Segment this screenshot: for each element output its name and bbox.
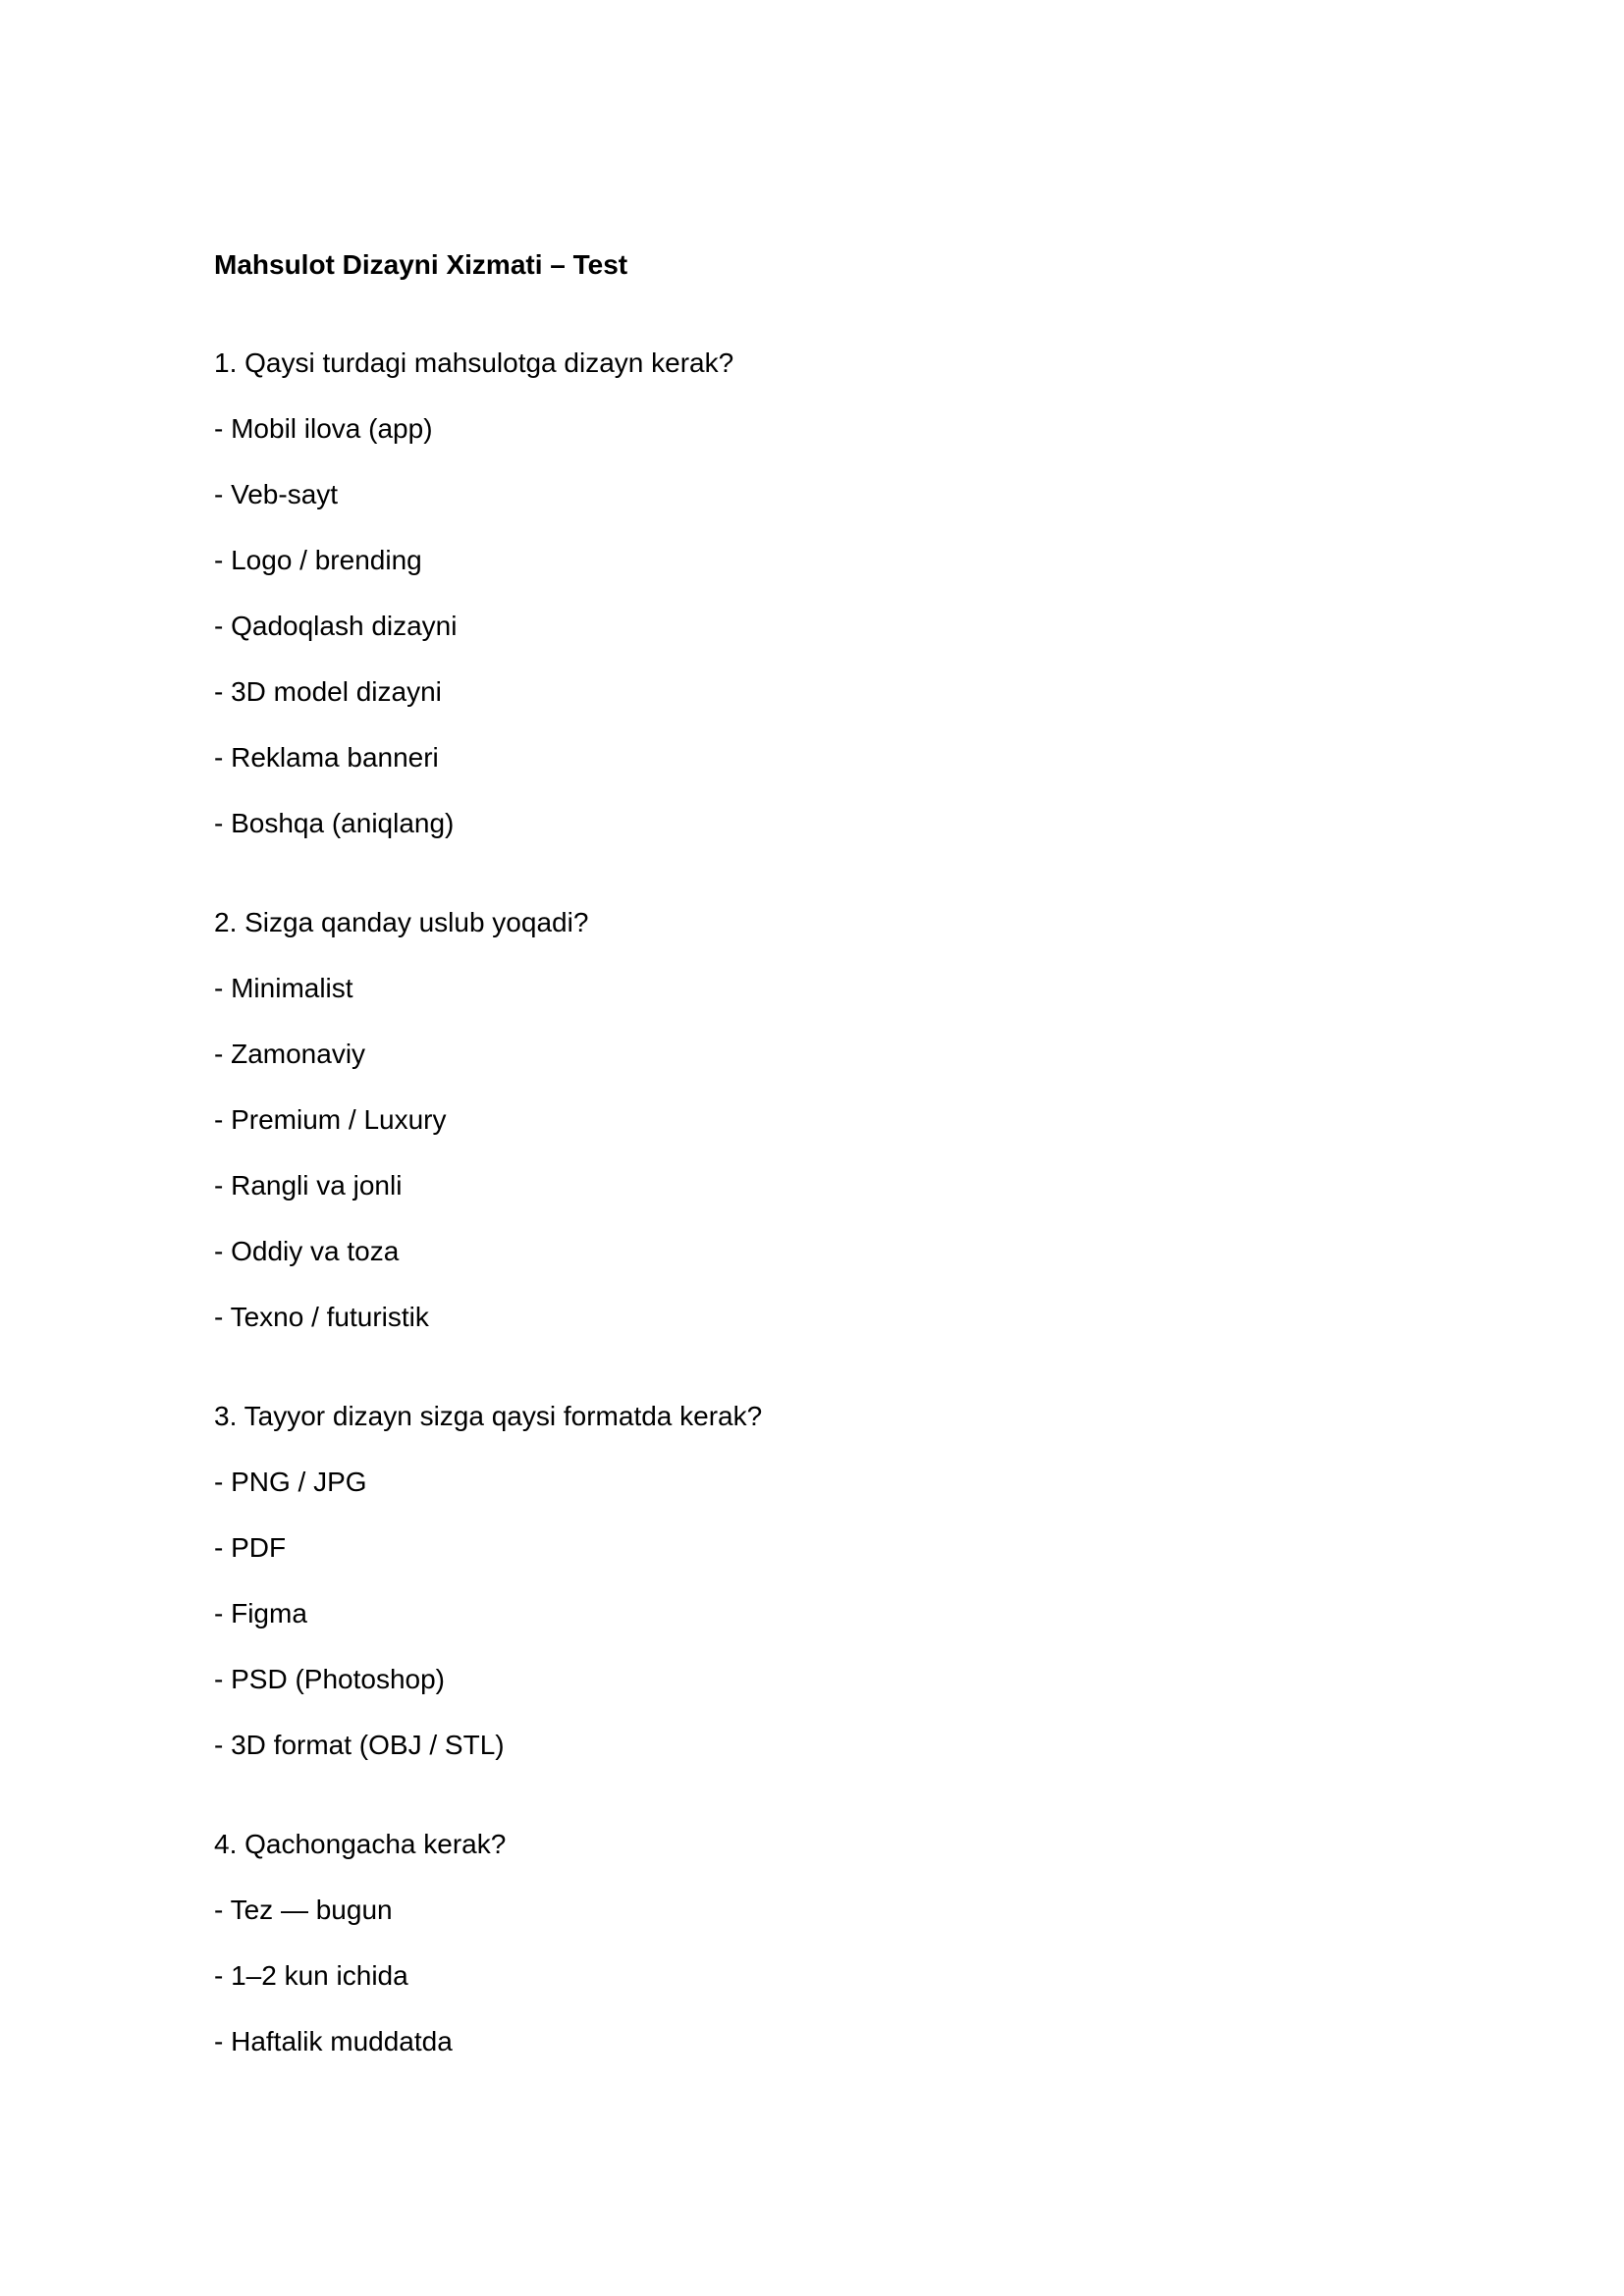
option-item: - Logo / brending bbox=[214, 545, 422, 575]
option-item: - 3D model dizayni bbox=[214, 676, 442, 707]
option-item: - Rangli va jonli bbox=[214, 1170, 403, 1201]
document-title: Mahsulot Dizayni Xizmati – Test bbox=[214, 249, 628, 280]
question-1: 1. Qaysi turdagi mahsulotga dizayn kerak? bbox=[214, 347, 734, 378]
option-item: - Reklama banneri bbox=[214, 742, 439, 773]
option-item: - Tez — bugun bbox=[214, 1895, 393, 1925]
option-item: - Texno / futuristik bbox=[214, 1302, 429, 1332]
option-item: - Mobil ilova (app) bbox=[214, 413, 433, 444]
option-item: - Oddiy va toza bbox=[214, 1236, 400, 1266]
option-item: - PNG / JPG bbox=[214, 1467, 367, 1497]
question-3: 3. Tayyor dizayn sizga qaysi formatda kerak? bbox=[214, 1401, 763, 1431]
option-item: - Veb-sayt bbox=[214, 479, 339, 509]
option-item: - Haftalik muddatda bbox=[214, 2026, 453, 2056]
option-item: - PSD (Photoshop) bbox=[214, 1664, 445, 1694]
option-item: - Minimalist bbox=[214, 973, 353, 1003]
question-2: 2. Sizga qanday uslub yoqadi? bbox=[214, 907, 589, 937]
option-item: - 1–2 kun ichida bbox=[214, 1960, 408, 1991]
option-item: - Figma bbox=[214, 1598, 307, 1629]
question-4: 4. Qachongacha kerak? bbox=[214, 1829, 507, 1859]
option-item: - Qadoqlash dizayni bbox=[214, 611, 458, 641]
option-item: - Zamonaviy bbox=[214, 1039, 366, 1069]
option-item: - PDF bbox=[214, 1532, 287, 1563]
option-item: - Premium / Luxury bbox=[214, 1104, 447, 1135]
option-item: - Boshqa (aniqlang) bbox=[214, 808, 455, 838]
option-item: - 3D format (OBJ / STL) bbox=[214, 1730, 505, 1760]
